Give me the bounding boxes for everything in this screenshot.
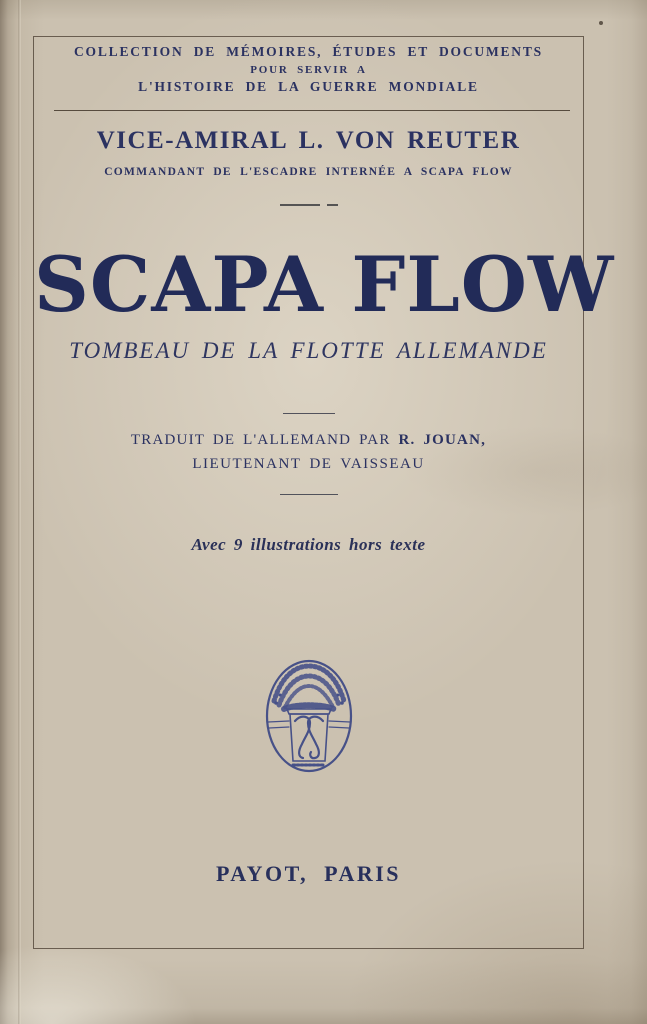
- dash-short: [327, 204, 338, 206]
- translator-line-1: [34, 432, 583, 449]
- divider-rule-below-translator: [280, 494, 338, 495]
- illustrations-note: Avec 9 illustrations hors texte: [191, 535, 426, 554]
- divider-rule-above-translator: [283, 413, 335, 414]
- collection-line-2: POUR SERVIR A: [250, 64, 367, 76]
- collection-header: [34, 44, 583, 95]
- author-role: COMMANDANT DE L'ESCADRE INTERNÉE A SCAPA FLOW: [104, 166, 513, 178]
- book-title: SCAPA FLOW: [34, 240, 615, 329]
- spine-crease: [18, 0, 21, 1024]
- author-divider-dashes: [34, 196, 583, 214]
- collection-line-1: COLLECTION DE MÉMOIRES, ÉTUDES ET DOCUMENTS: [74, 44, 543, 59]
- translator-line-2: LIEUTENANT DE VAISSEAU: [192, 456, 425, 472]
- book-subtitle: TOMBEAU DE LA FLOTTE ALLEMANDE: [69, 338, 548, 363]
- payot-tree-monogram-icon: [264, 659, 354, 773]
- border-frame: [33, 36, 615, 949]
- header-divider-rule: [54, 110, 570, 111]
- publisher-imprint: PAYOT, PARIS: [215, 861, 402, 886]
- publisher-emblem: [34, 659, 583, 778]
- translator-line-1-text: TRADUIT DE L'ALLEMAND PAR: [130, 432, 391, 448]
- translator-name: R. JOUAN,: [398, 432, 487, 448]
- author-name: VICE-AMIRAL L. VON REUTER: [96, 127, 521, 154]
- translator-section: [34, 432, 583, 473]
- collection-line-3: L'HISTOIRE DE LA GUERRE MONDIALE: [138, 79, 479, 94]
- dash-long: [280, 204, 320, 206]
- paper-speck: [599, 21, 603, 25]
